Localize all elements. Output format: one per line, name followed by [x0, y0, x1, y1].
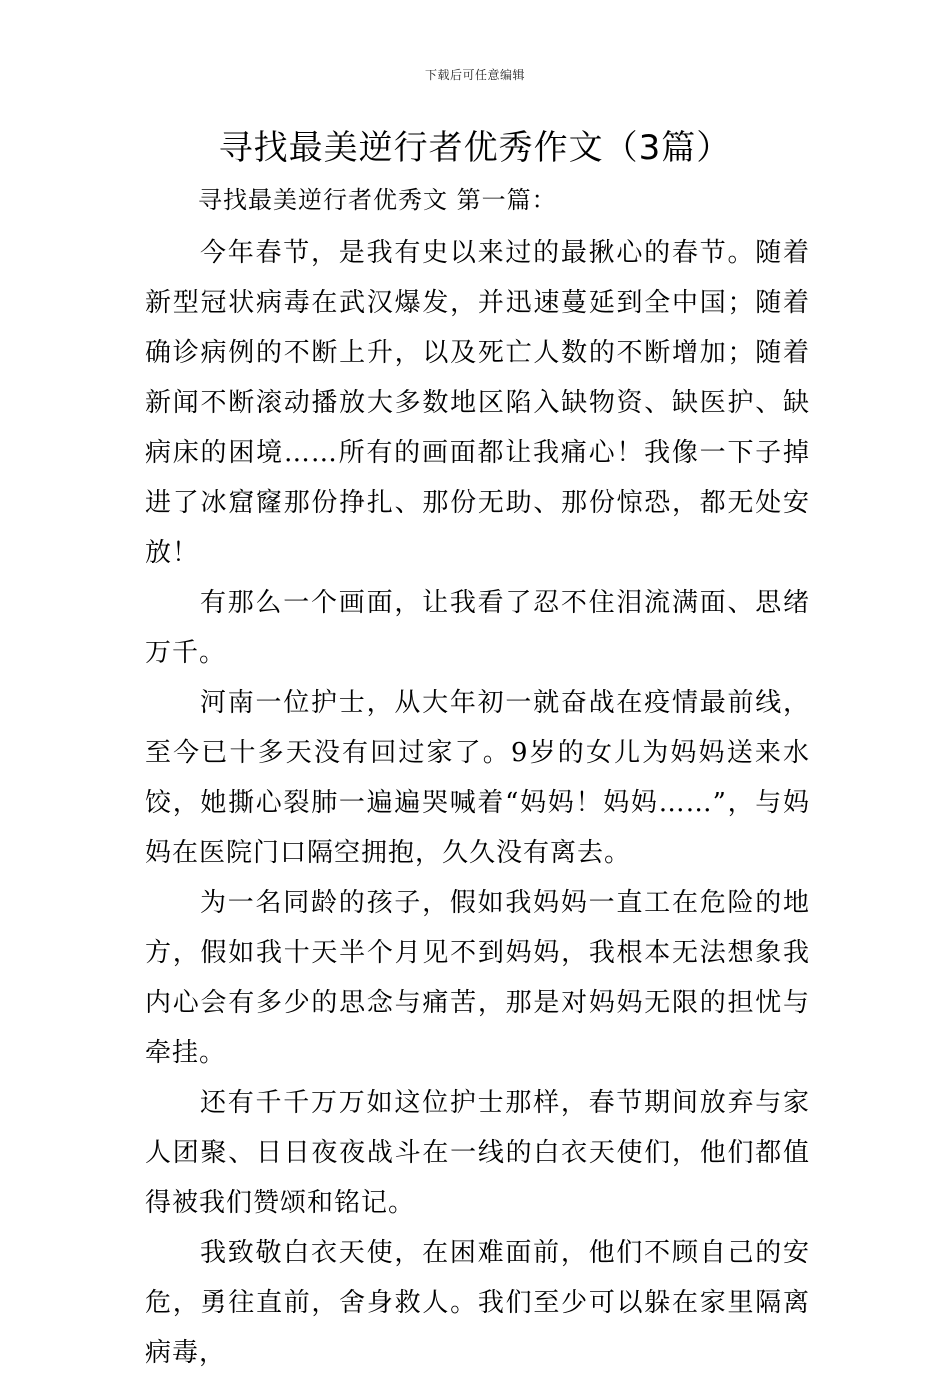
- document-body: [145, 228, 810, 1378]
- paragraph: 为一名同龄的孩子，假如我妈妈一直工在危险的地方，假如我十天半个月见不到妈妈，我根本无法想象我内心会有多少的思念与痛苦，那是对妈妈无限的担忧与牵挂。: [145, 888, 810, 1068]
- paragraph: 河南一位护士，从大年初一就奋战在疫情最前线，至今已十多天没有回过家了。9岁的女儿为妈妈送来水饺，她撕心裂肺一遍遍哭喊着“妈妈！妈妈……”，与妈妈在医院门口隔空拥抱，久久没有离去。: [145, 688, 810, 868]
- document-subtitle: 寻找最美逆行者优秀文 第一篇：: [198, 186, 557, 214]
- document-title: 寻找最美逆行者优秀作文（3篇）: [218, 128, 732, 168]
- paragraph: 我致敬白衣天使，在困难面前，他们不顾自己的安危，勇往直前，舍身救人。我们至少可以躲在家里隔离病毒，: [145, 1238, 810, 1368]
- paragraph: 有那么一个画面，让我看了忍不住泪流满面、思绪万千。: [145, 588, 810, 668]
- paragraph: 还有千千万万如这位护士那样，春节期间放弃与家人团聚、日日夜夜战斗在一线的白衣天使们，他们都值得被我们赞颂和铭记。: [145, 1088, 810, 1218]
- paragraph: 今年春节，是我有史以来过的最揪心的春节。随着新型冠状病毒在武汉爆发，并迅速蔓延到全中国；随着确诊病例的不断上升，以及死亡人数的不断增加；随着新闻不断滚动播放大多数地区陷入缺物资、缺医护、缺病床的困境……所有的画面都让我痛心！我像一下子掉进了冰窟窿那份挣扎、那份无助、那份惊恐，都无处安放！: [145, 238, 810, 568]
- header-note: 下载后可任意编辑: [424, 68, 525, 82]
